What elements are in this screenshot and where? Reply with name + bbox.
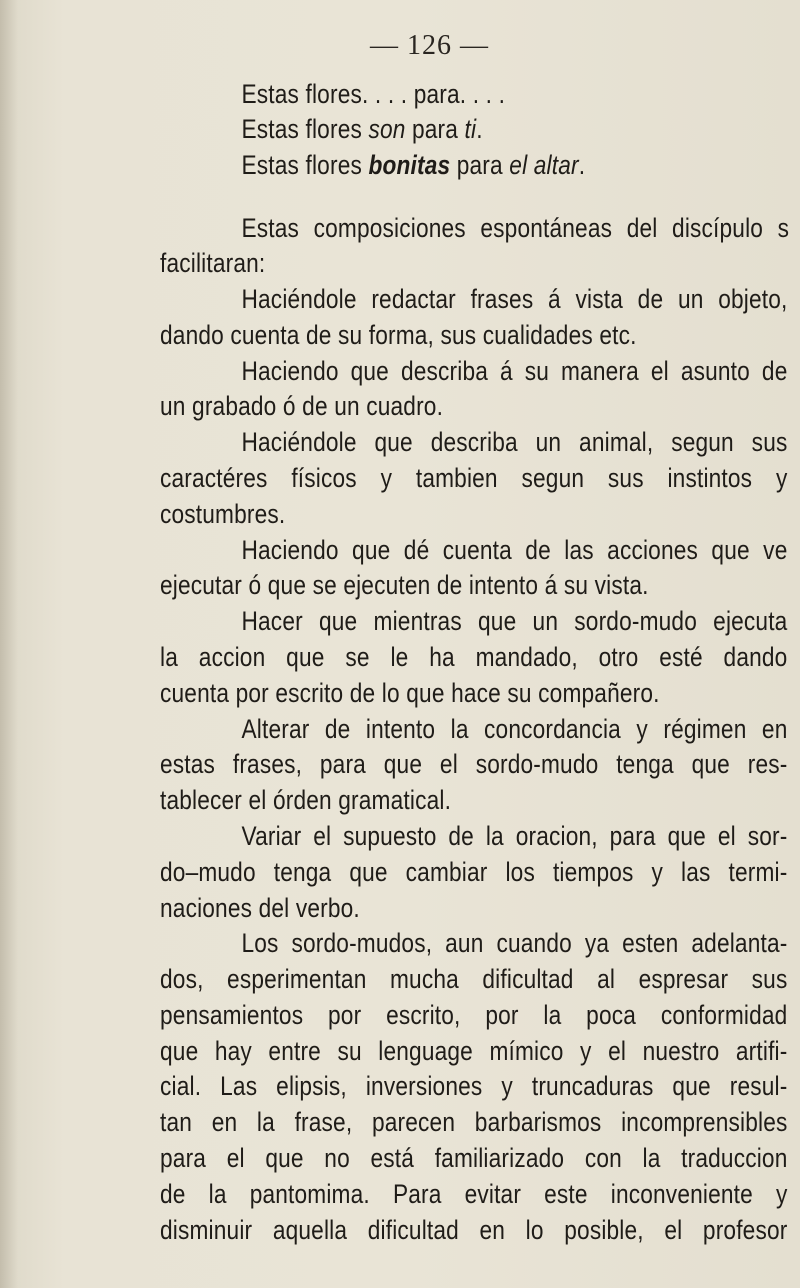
text-line-24: Los sordo-mudos, aun cuando ya esten adelanta-: [241, 928, 788, 958]
text-line-28: cial. Las elipsis, inversiones y truncaduras que resul-: [160, 1071, 788, 1101]
text-line-17: cuenta por escrito de lo que hace su compañero.: [160, 678, 660, 708]
text-line-1: Estas flores. . . . para. . . .: [241, 79, 506, 109]
text-line-13: Haciendo que dé cuenta de las acciones que ve: [241, 535, 788, 565]
text-line-32: disminuir aquella dificultad en lo posible, el profesor: [160, 1215, 788, 1245]
text-line-31: de la pantomima. Para evitar este inconveniente y: [160, 1179, 788, 1209]
text-line-21: Variar el supuesto de la oracion, para que el sor-: [241, 821, 788, 851]
text-line-20: tablecer el órden gramatical.: [160, 785, 452, 815]
page-number: — 126 —: [370, 30, 489, 61]
text-line-27: que hay entre su lenguage mímico y el nuestro artifi-: [160, 1036, 788, 1066]
text-line-14: ejecutar ó que se ejecuten de intento á su vista.: [160, 570, 649, 600]
text-line-30: para el que no está familiarizado con la traduccion: [160, 1143, 788, 1173]
text-line-10: Haciéndole que describa un animal, segun sus: [241, 427, 788, 457]
text-line-26: pensamientos por escrito, por la poca conformidad: [160, 1000, 788, 1030]
text-line-25: dos, esperimentan mucha dificultad al espresar sus: [160, 964, 788, 994]
text-line-29: tan en la frase, parecen barbarismos incomprensibles: [160, 1107, 788, 1137]
text-line-22: do–mudo tenga que cambiar los tiempos y las termi-: [160, 857, 788, 887]
text-line-9: un grabado ó de un cuadro.: [160, 391, 444, 421]
text-line-15: Hacer que mientras que un sordo-mudo ejecuta: [241, 606, 788, 636]
text-line-16: la accion que se le ha mandado, otro esté dando: [160, 642, 788, 672]
text-line-19: estas frases, para que el sordo-mudo tenga que res-: [160, 749, 788, 779]
text-line-11: caractéres físicos y tambien segun sus instintos y: [160, 463, 788, 493]
text-line-7: dando cuenta de su forma, sus cualidades etc.: [160, 320, 637, 350]
text-line-6: Haciéndole redactar frases á vista de un objeto,: [241, 284, 788, 314]
text-line-8: Haciendo que describa á su manera el asunto de: [241, 356, 788, 386]
text-line-18: Alterar de intento la concordancia y régimen en: [241, 714, 788, 744]
text-line-3: Estas flores bonitas para el altar.: [241, 150, 586, 180]
text-line-12: costumbres.: [160, 499, 286, 529]
text-line-5: facilitaran:: [160, 248, 266, 278]
page-edge-shadow: [0, 0, 18, 1288]
text-line-4: Estas composiciones espontáneas del discípulo s: [241, 213, 790, 243]
text-line-23: naciones del verbo.: [160, 893, 360, 923]
text-line-2: Estas flores son para ti.: [241, 114, 483, 144]
